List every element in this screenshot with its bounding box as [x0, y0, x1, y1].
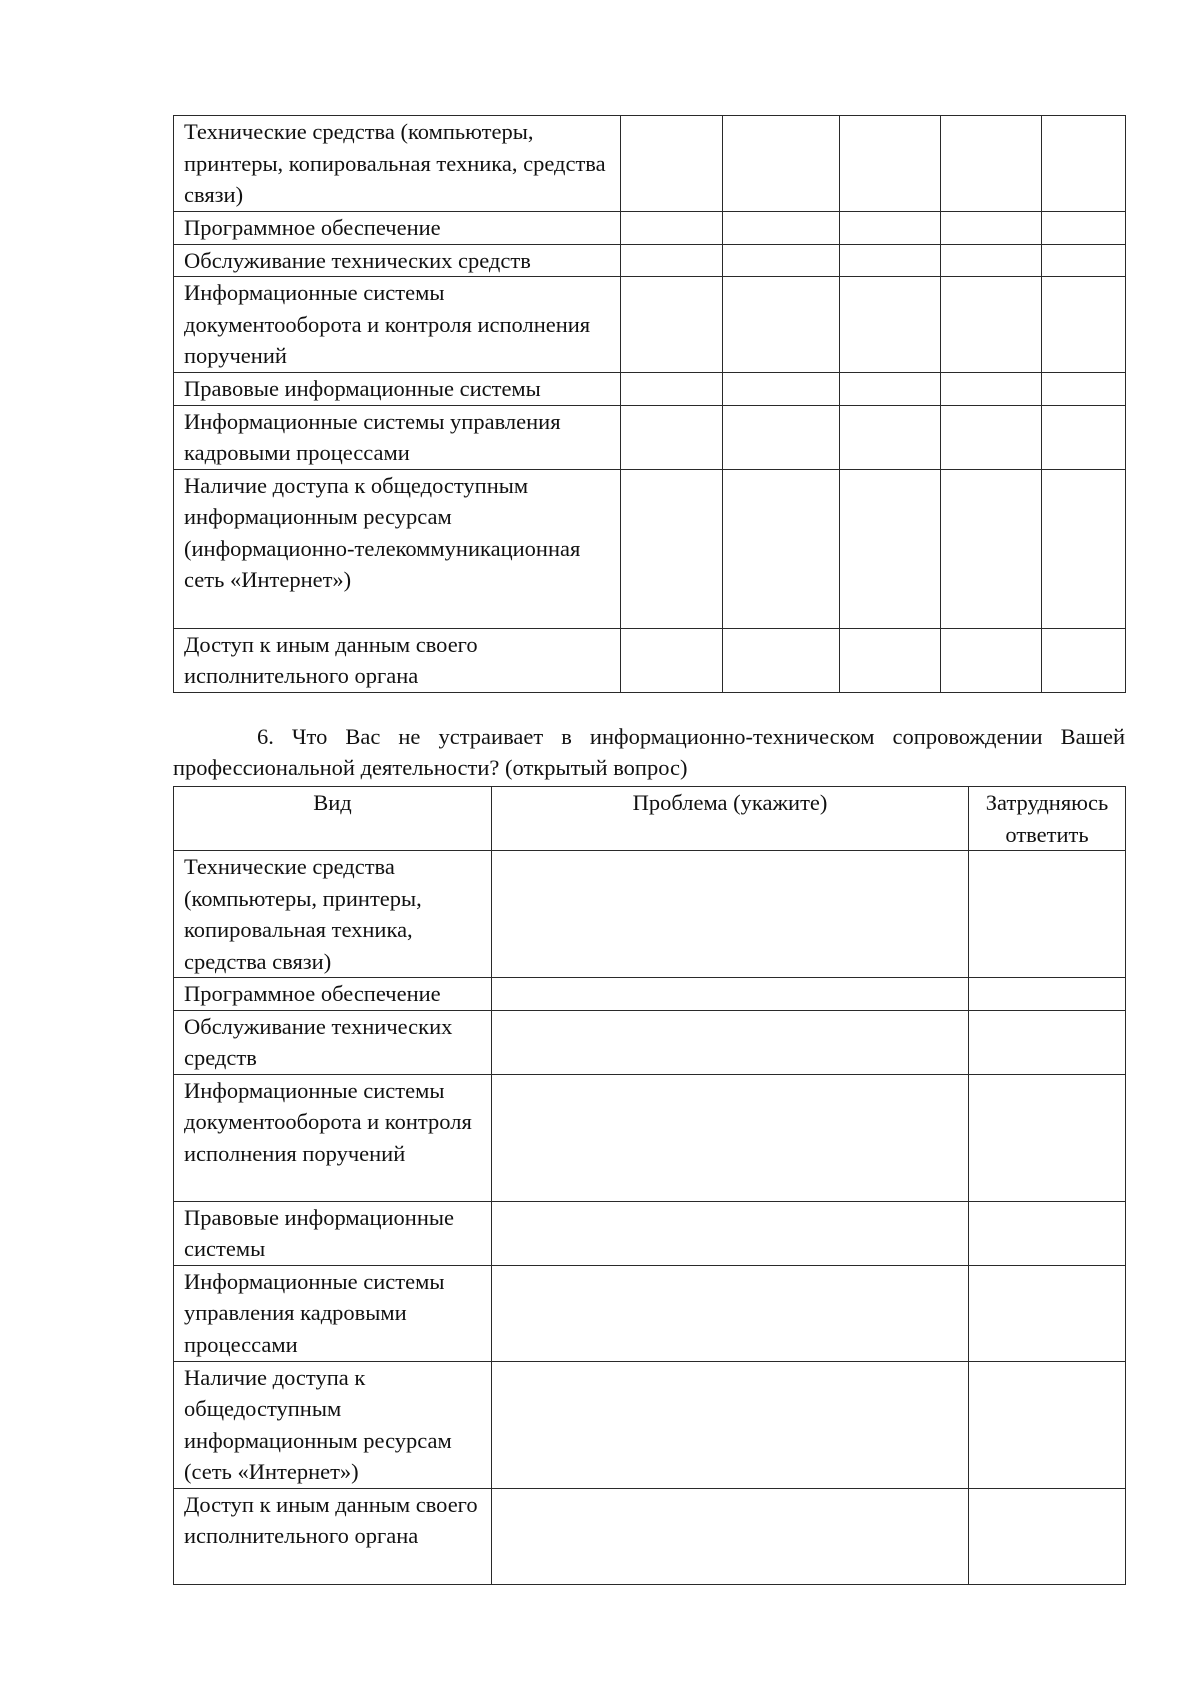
rating-cell[interactable] [840, 244, 941, 277]
row-label: Обслуживание технических средств [174, 1010, 492, 1074]
hard-to-answer-cell[interactable] [969, 1010, 1126, 1074]
row-label: Наличие доступа к общедоступным информационным ресурсам (информационно-телекоммуникационная сеть «Интернет») [174, 469, 621, 628]
table-row [174, 405, 1126, 469]
problem-cell[interactable] [492, 1201, 969, 1265]
rating-cell[interactable] [941, 373, 1042, 406]
row-label: Правовые информационные системы [174, 1201, 492, 1265]
problem-cell[interactable] [492, 1010, 969, 1074]
rating-cell[interactable] [840, 628, 941, 692]
table-row [174, 244, 1126, 277]
rating-cell[interactable] [1042, 373, 1126, 406]
rating-cell[interactable] [723, 244, 840, 277]
hard-to-answer-cell[interactable] [969, 851, 1126, 978]
rating-cell[interactable] [1042, 116, 1126, 212]
problem-cell[interactable] [492, 1488, 969, 1584]
row-label: Информационные системы документооборота и контроля исполнения поручений [174, 1074, 492, 1201]
table-row [174, 373, 1126, 406]
rating-cell[interactable] [1042, 469, 1126, 628]
rating-cell[interactable] [840, 373, 941, 406]
rating-cell[interactable] [723, 405, 840, 469]
header-type: Вид [174, 787, 492, 851]
rating-table [173, 115, 1126, 693]
table-row [174, 1361, 1126, 1488]
rating-cell[interactable] [840, 116, 941, 212]
question-6-text-continued: профессиональной деятельности? (открытый вопрос) [173, 755, 688, 780]
table-row [174, 851, 1126, 978]
table-row [174, 212, 1126, 245]
rating-cell[interactable] [723, 212, 840, 245]
question-6-text: 6. Что Вас не устраивает в информационно-техническом сопровождении Вашей [257, 724, 1125, 749]
problem-cell[interactable] [492, 851, 969, 978]
rating-cell[interactable] [621, 469, 723, 628]
table-row [174, 1074, 1126, 1201]
rating-cell[interactable] [1042, 212, 1126, 245]
table-row [174, 469, 1126, 628]
rating-cell[interactable] [621, 277, 723, 373]
header-problem: Проблема (укажите) [492, 787, 969, 851]
rating-cell[interactable] [621, 628, 723, 692]
problem-table [173, 786, 1126, 1585]
rating-cell[interactable] [723, 469, 840, 628]
row-label: Обслуживание технических средств [174, 244, 621, 277]
problem-cell[interactable] [492, 978, 969, 1011]
rating-cell[interactable] [941, 469, 1042, 628]
hard-to-answer-cell[interactable] [969, 1201, 1126, 1265]
row-label: Наличие доступа к общедоступным информационным ресурсам (сеть «Интернет») [174, 1361, 492, 1488]
rating-cell[interactable] [941, 277, 1042, 373]
rating-cell[interactable] [621, 212, 723, 245]
rating-cell[interactable] [723, 373, 840, 406]
rating-cell[interactable] [621, 405, 723, 469]
header-hard-to-answer: Затрудняюсь ответить [969, 787, 1126, 851]
table-row [174, 978, 1126, 1011]
rating-cell[interactable] [941, 628, 1042, 692]
rating-cell[interactable] [941, 212, 1042, 245]
rating-cell[interactable] [941, 405, 1042, 469]
rating-cell[interactable] [840, 469, 941, 628]
rating-cell[interactable] [840, 277, 941, 373]
rating-cell[interactable] [723, 277, 840, 373]
row-label: Технические средства (компьютеры, принтеры, копировальная техника, средства связи) [174, 116, 621, 212]
row-label: Технические средства (компьютеры, принтеры, копировальная техника, средства связи) [174, 851, 492, 978]
hard-to-answer-cell[interactable] [969, 1488, 1126, 1584]
rating-cell[interactable] [1042, 628, 1126, 692]
problem-cell[interactable] [492, 1361, 969, 1488]
table-row [174, 277, 1126, 373]
hard-to-answer-cell[interactable] [969, 1074, 1126, 1201]
row-label: Информационные системы документооборота и контроля исполнения поручений [174, 277, 621, 373]
row-label: Информационные системы управления кадровыми процессами [174, 1265, 492, 1361]
rating-cell[interactable] [941, 116, 1042, 212]
hard-to-answer-cell[interactable] [969, 1361, 1126, 1488]
rating-cell[interactable] [1042, 277, 1126, 373]
row-label: Программное обеспечение [174, 212, 621, 245]
table-row [174, 628, 1126, 692]
rating-cell[interactable] [723, 116, 840, 212]
rating-cell[interactable] [621, 373, 723, 406]
problem-cell[interactable] [492, 1074, 969, 1201]
rating-cell[interactable] [840, 212, 941, 245]
table-header-row [174, 787, 1126, 851]
rating-cell[interactable] [1042, 405, 1126, 469]
table-row [174, 1201, 1126, 1265]
hard-to-answer-cell[interactable] [969, 1265, 1126, 1361]
rating-cell[interactable] [621, 116, 723, 212]
row-label: Доступ к иным данным своего исполнительного органа [174, 1488, 492, 1584]
rating-cell[interactable] [1042, 244, 1126, 277]
rating-cell[interactable] [621, 244, 723, 277]
table-row [174, 1010, 1126, 1074]
row-label: Правовые информационные системы [174, 373, 621, 406]
table-row [174, 116, 1126, 212]
hard-to-answer-cell[interactable] [969, 978, 1126, 1011]
rating-cell[interactable] [840, 405, 941, 469]
problem-cell[interactable] [492, 1265, 969, 1361]
row-label: Информационные системы управления кадровыми процессами [174, 405, 621, 469]
table-row [174, 1265, 1126, 1361]
rating-cell[interactable] [941, 244, 1042, 277]
table-row [174, 1488, 1126, 1584]
row-label: Программное обеспечение [174, 978, 492, 1011]
row-label: Доступ к иным данным своего исполнительного органа [174, 628, 621, 692]
rating-cell[interactable] [723, 628, 840, 692]
